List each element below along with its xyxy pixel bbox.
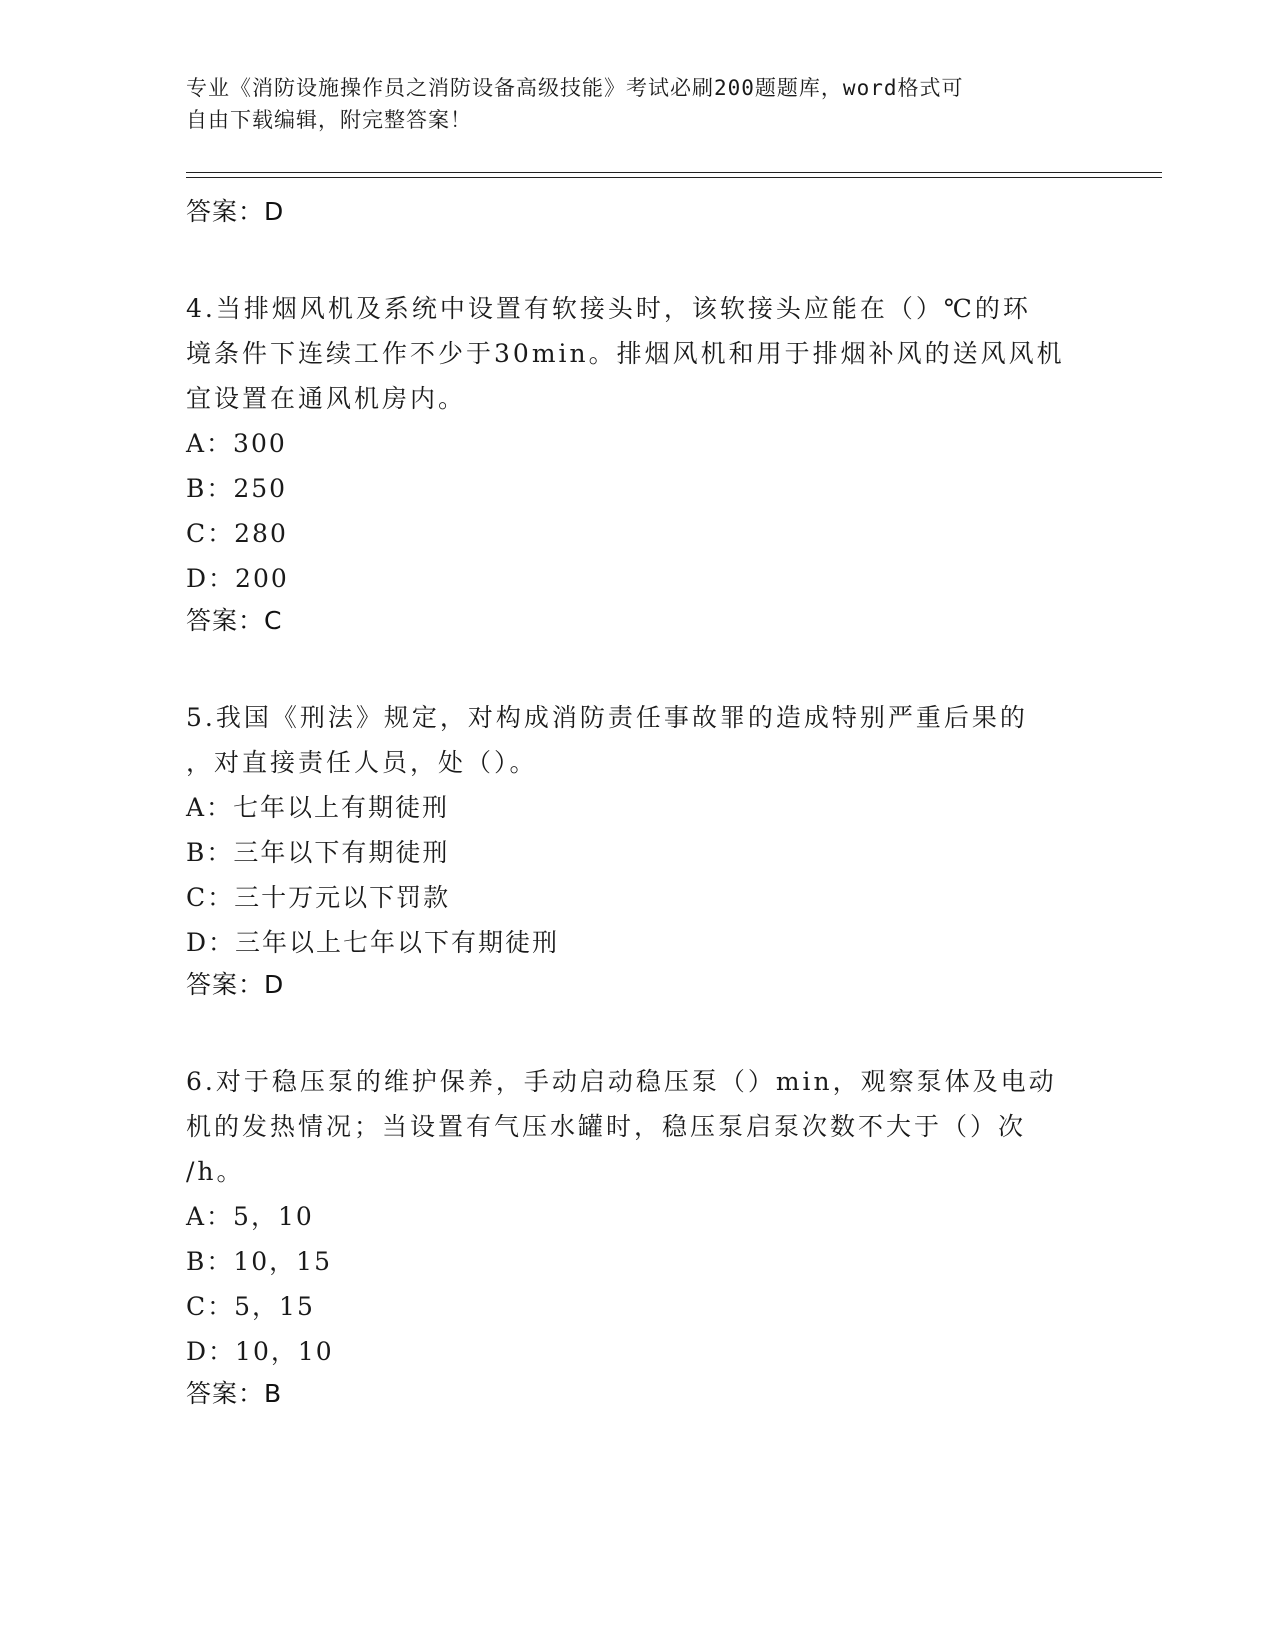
question-text-line: 机的发热情况；当设置有气压水罐时，稳压泵启泵次数不大于（）次 xyxy=(186,1112,1027,1141)
question-text-line: 5.我国《刑法》规定，对构成消防责任事故罪的造成特别严重后果的 xyxy=(186,703,1028,732)
option-b: B：10，15 xyxy=(186,1247,332,1276)
option-c: C：5，15 xyxy=(186,1292,315,1321)
header-divider-top xyxy=(186,172,1162,173)
option-a: A：300 xyxy=(186,429,287,458)
option-a: A：5，10 xyxy=(186,1202,314,1231)
question-text-line: 宜设置在通风机房内。 xyxy=(186,384,467,413)
question-5 xyxy=(186,695,1086,1001)
question-text-line: 4.当排烟风机及系统中设置有软接头时，该软接头应能在（）℃的环 xyxy=(186,294,1031,323)
option-d: D：10，10 xyxy=(186,1337,334,1366)
header-line-1: 专业《消防设施操作员之消防设备高级技能》考试必刷200题题库，word格式可 xyxy=(186,76,964,100)
document-body xyxy=(186,196,1086,1410)
option-c: C：280 xyxy=(186,519,288,548)
answer-line: 答案：D xyxy=(186,197,285,226)
question-6 xyxy=(186,1059,1086,1410)
answer-line: 答案：B xyxy=(186,1379,283,1408)
document-header xyxy=(186,72,1086,136)
option-b: B：250 xyxy=(186,474,288,503)
header-divider-bottom xyxy=(186,177,1162,178)
header-line-2: 自由下载编辑，附完整答案！ xyxy=(186,108,472,132)
option-d: D：三年以上七年以下有期徒刑 xyxy=(186,928,560,957)
option-d: D：200 xyxy=(186,564,289,593)
option-b: B：三年以下有期徒刑 xyxy=(186,838,450,867)
answer-line: 答案：D xyxy=(186,970,285,999)
answer-line: 答案：C xyxy=(186,606,283,635)
question-4 xyxy=(186,286,1086,637)
option-c: C：三十万元以下罚款 xyxy=(186,883,451,912)
question-text-line: /h。 xyxy=(186,1157,245,1186)
question-text-line: 6.对于稳压泵的维护保养，手动启动稳压泵（）min，观察泵体及电动 xyxy=(186,1067,1057,1096)
question-text-line: ，对直接责任人员，处（）。 xyxy=(186,748,538,777)
option-a: A：七年以上有期徒刑 xyxy=(186,793,450,822)
question-text-line: 境条件下连续工作不少于30min。排烟风机和用于排烟补风的送风风机 xyxy=(186,339,1065,368)
